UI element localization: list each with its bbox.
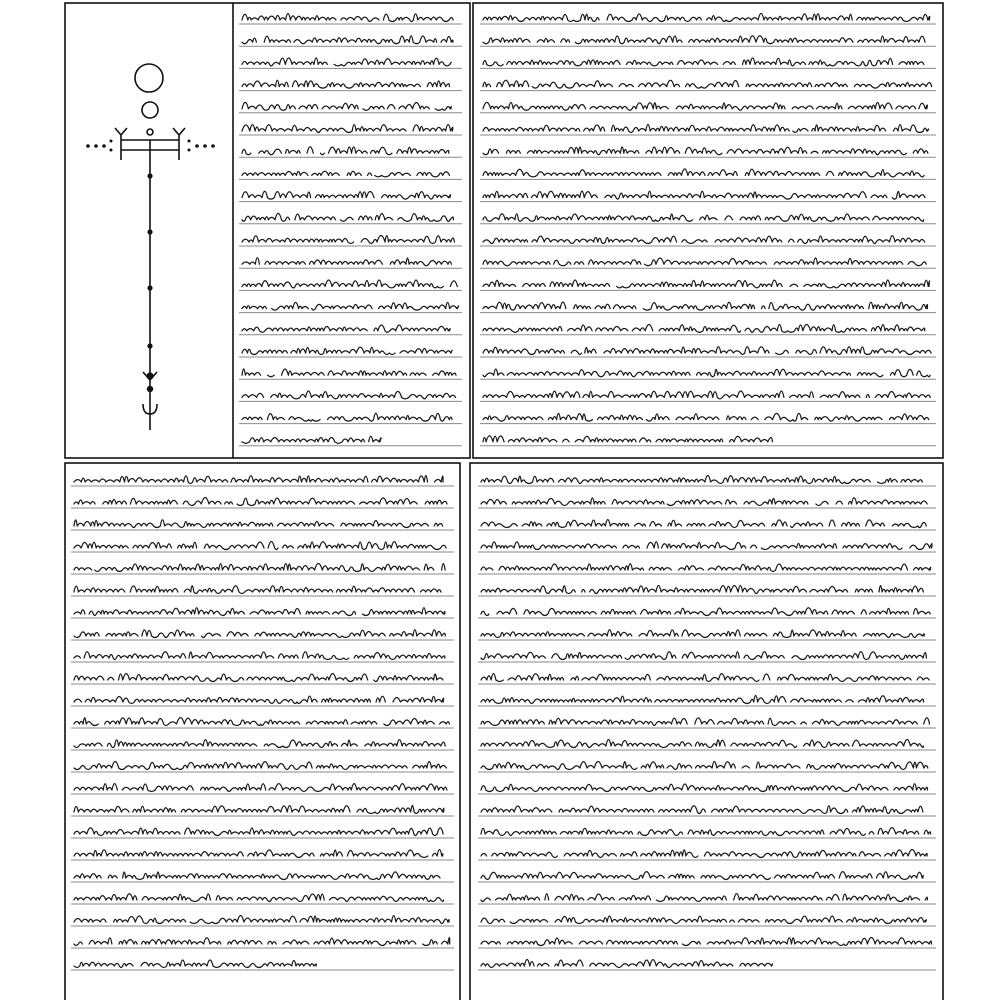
script-line	[242, 302, 459, 310]
script-line	[74, 696, 444, 703]
script-line	[481, 762, 928, 770]
script-line	[242, 36, 453, 44]
script-line	[242, 258, 451, 266]
script-line	[481, 828, 931, 836]
script-line	[74, 916, 449, 924]
script-line	[242, 369, 456, 377]
script-line	[242, 58, 451, 66]
script-line	[242, 325, 450, 332]
script-line	[481, 674, 929, 682]
script-line	[481, 894, 927, 902]
script-line	[483, 236, 925, 244]
script-line	[242, 391, 456, 399]
small-circle	[142, 102, 158, 118]
script-line	[483, 413, 929, 421]
script-line	[481, 630, 924, 638]
script-line	[74, 630, 445, 638]
script-line	[481, 520, 926, 528]
script-line	[481, 960, 773, 968]
script-line	[481, 652, 926, 660]
script-line	[483, 391, 930, 399]
script-line	[242, 413, 452, 421]
script-line	[74, 828, 443, 836]
script-line	[74, 586, 441, 594]
script-line	[481, 806, 923, 814]
script-line	[74, 784, 447, 792]
script-line	[242, 102, 451, 110]
script-line	[481, 608, 930, 616]
script-line	[74, 652, 445, 660]
right-dots	[188, 140, 215, 152]
script-line	[242, 125, 453, 133]
script-line	[74, 894, 444, 902]
circles-and-cross-staff-figure	[86, 64, 215, 430]
script-line	[481, 916, 926, 924]
script-line	[74, 718, 449, 726]
script-line	[74, 762, 446, 770]
script-line	[483, 125, 929, 133]
script-line	[483, 36, 925, 44]
script-line	[74, 740, 445, 748]
script-line	[242, 171, 450, 177]
cross-staff	[115, 128, 185, 430]
script-line	[242, 347, 452, 354]
text-column-bottom-left	[71, 476, 454, 971]
narrow-text-column	[239, 14, 462, 446]
script-line	[481, 718, 930, 726]
script-line	[483, 191, 925, 199]
script-line	[74, 938, 450, 946]
script-line	[483, 369, 930, 377]
large-circle	[135, 64, 163, 92]
script-line	[74, 542, 446, 550]
script-line	[481, 476, 922, 484]
script-line	[481, 784, 928, 792]
script-line	[74, 872, 440, 880]
script-line	[483, 347, 931, 355]
script-line	[483, 80, 932, 88]
script-line	[74, 564, 445, 572]
script-line	[483, 436, 772, 442]
script-line	[242, 147, 449, 155]
script-line	[481, 740, 923, 748]
script-line	[74, 498, 447, 506]
script-line	[74, 520, 443, 528]
script-line	[483, 14, 930, 22]
script-line	[483, 147, 928, 155]
script-line	[483, 214, 924, 222]
script-line	[483, 102, 927, 110]
script-line	[481, 872, 923, 880]
script-line	[483, 258, 926, 266]
left-dots	[86, 140, 112, 152]
top-right-frame	[473, 3, 943, 458]
script-line	[74, 850, 443, 858]
script-line	[74, 674, 443, 682]
script-line	[483, 302, 927, 310]
script-line	[74, 608, 445, 616]
script-line	[483, 324, 925, 332]
tiny-circle	[147, 129, 153, 135]
script-line	[242, 14, 453, 22]
script-line	[481, 498, 927, 506]
text-column-bottom-right	[478, 476, 936, 970]
script-line	[242, 191, 450, 199]
script-line	[481, 586, 923, 594]
script-line	[242, 80, 449, 88]
wide-text-column-top	[480, 14, 936, 446]
top-left-frame	[65, 3, 470, 458]
script-line	[242, 280, 457, 288]
script-line	[483, 58, 924, 66]
script-line	[483, 169, 924, 177]
script-line	[242, 436, 381, 443]
script-line	[481, 938, 931, 946]
script-line	[242, 213, 453, 221]
script-line	[481, 850, 927, 858]
script-line	[483, 280, 929, 288]
script-line	[481, 564, 931, 572]
script-line	[74, 476, 443, 484]
script-line	[74, 960, 316, 968]
script-line	[74, 806, 444, 814]
script-line	[242, 236, 454, 244]
script-line	[481, 542, 932, 550]
script-line	[481, 696, 924, 704]
